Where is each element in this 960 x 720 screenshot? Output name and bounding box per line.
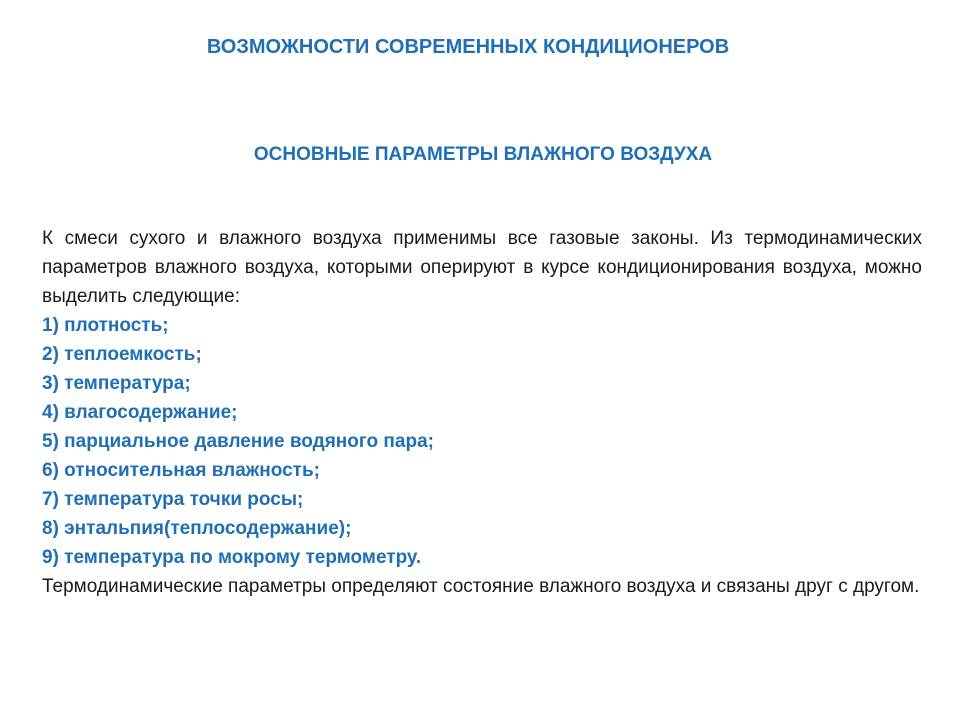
outro-paragraph: Термодинамические параметры определяют состояние влажного воздуха и связаны друг с другом.: [42, 576, 920, 597]
parameter-list: [42, 311, 922, 572]
list-item-moisture-content: 4) влагосодержание;: [42, 402, 238, 423]
list-item-heat-capacity: 2) теплоемкость;: [42, 344, 202, 365]
slide-body: [42, 224, 922, 601]
list-item-density: 1) плотность;: [42, 315, 169, 336]
list-item-wet-bulb: 9) температура по мокрому термометру.: [42, 547, 422, 568]
list-item-relative-humidity: 6) относительная влажность;: [42, 460, 320, 481]
list-item-enthalpy: 8) энтальпия(теплосодержание);: [42, 518, 352, 539]
intro-paragraph: К смеси сухого и влажного воздуха применимы все газовые законы. Из термодинамических параметров влажного воздуха, которыми оперируют в курсе кондиционирования воздуха, можно выделить следующие:: [42, 228, 922, 307]
section-heading: ОСНОВНЫЕ ПАРАМЕТРЫ ВЛАЖНОГО ВОЗДУХА: [253, 144, 713, 165]
list-item-vapor-pressure: 5) парциальное давление водяного пара;: [42, 431, 434, 452]
list-item-temperature: 3) температура;: [42, 373, 191, 394]
list-item-dew-point: 7) температура точки росы;: [42, 489, 304, 510]
slide-title: ВОЗМОЖНОСТИ СОВРЕМЕННЫХ КОНДИЦИОНЕРОВ: [206, 36, 730, 58]
